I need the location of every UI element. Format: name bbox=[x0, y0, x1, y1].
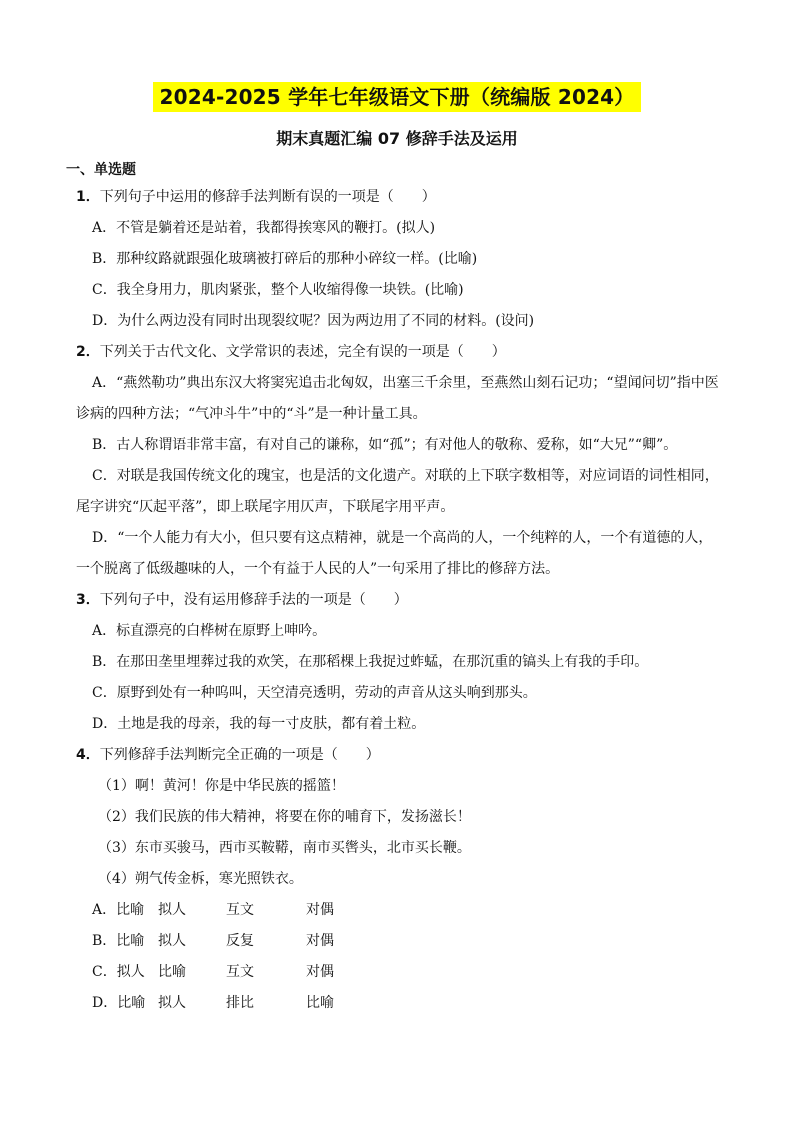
question-1-option-d: D．为什么两边没有同时出现裂纹呢？因为两边用了不同的材料。(设问) bbox=[92, 313, 535, 329]
question-3-option-a: A．标直漂亮的白桦树在原野上呻吟。 bbox=[92, 623, 327, 639]
choice-cell: 比喻 bbox=[306, 995, 334, 1011]
question-text: 下列关于古代文化、文学常识的表述，完全有误的一项是（ ） bbox=[99, 344, 506, 360]
section-heading: 一、单选题 bbox=[66, 162, 136, 178]
question-3-stem bbox=[76, 585, 724, 616]
question-number: 3． bbox=[76, 592, 100, 608]
question-number: 4． bbox=[76, 747, 100, 763]
document-title: 2024-2025 学年七年级语文下册（统编版 2024） bbox=[153, 82, 640, 112]
choice-cell: 拟人 bbox=[158, 902, 186, 918]
choice-cell: C．拟人 bbox=[92, 964, 145, 980]
question-text: 下列句子中运用的修辞手法判断有误的一项是（ ） bbox=[99, 189, 436, 205]
question-1-option-b: B．那种纹路就跟强化玻璃被打碎后的那种小碎纹一样。(比喻) bbox=[92, 251, 478, 267]
content bbox=[66, 158, 724, 1019]
question-3-option-c: C．原野到处有一种呜叫，天空清亮透明，劳动的声音从这头响到那头。 bbox=[92, 685, 537, 701]
question-4-option-d bbox=[76, 988, 724, 1019]
document-subtitle: 期末真题汇编 07 修辞手法及运用 bbox=[276, 129, 518, 148]
question-4-option-c bbox=[76, 957, 724, 988]
choice-cell: 拟人 bbox=[158, 933, 186, 949]
question-4-item-4: （4）朔气传金柝，寒光照铁衣。 bbox=[98, 871, 303, 887]
choice-cell: B．比喻 bbox=[92, 933, 145, 949]
question-text: 下列修辞手法判断完全正确的一项是（ ） bbox=[99, 747, 380, 763]
question-1-option-a: A．不管是躺着还是站着，我都得挨寒风的鞭打。(拟人) bbox=[92, 220, 436, 236]
choice-cell: 互文 bbox=[226, 902, 254, 918]
question-1-stem bbox=[76, 182, 724, 213]
question-2-stem bbox=[76, 337, 724, 368]
question-number: 1． bbox=[76, 189, 100, 205]
question-3-option-d: D．土地是我的母亲，我的每一寸皮肤，都有着土粒。 bbox=[92, 716, 426, 732]
question-4-item-2: （2）我们民族的伟大精神，将要在你的哺育下，发扬滋长！ bbox=[98, 809, 471, 825]
question-4-option-b bbox=[76, 926, 724, 957]
choice-cell: A．比喻 bbox=[92, 902, 145, 918]
choice-cell: 拟人 bbox=[158, 995, 186, 1011]
question-2-option-d: D．“一个人能力有大小，但只要有这点精神，就是一个高尚的人，一个纯粹的人，一个有道德的人，一个脱离了低级趣味的人，一个有益于人民的人”一句采用了排比的修辞方法。 bbox=[76, 530, 713, 577]
choice-cell: 互文 bbox=[226, 964, 254, 980]
choice-cell: 比喻 bbox=[158, 964, 186, 980]
choice-cell: 排比 bbox=[226, 995, 254, 1011]
question-1-option-c: C．我全身用力，肌肉紧张，整个人收缩得像一块铁。(比喻) bbox=[92, 282, 464, 298]
question-2-option-c: C．对联是我国传统文化的瑰宝，也是活的文化遗产。对联的上下联字数相等，对应词语的词性相同，尾字讲究“仄起平落”，即上联尾字用仄声，下联尾字用平声。 bbox=[76, 468, 719, 515]
choice-cell: 对偶 bbox=[306, 964, 334, 980]
question-text: 下列句子中，没有运用修辞手法的一项是（ ） bbox=[99, 592, 408, 608]
question-2-option-a: A．“燕然勒功”典出东汉大将窦宪追击北匈奴，出塞三千余里，至燕然山刻石记功；“望闻问切”指中医诊病的四种方法；“气冲斗牛”中的“斗”是一种计量工具。 bbox=[76, 375, 719, 422]
question-4-item-1: （1）啊！黄河！你是中华民族的摇篮！ bbox=[98, 778, 345, 794]
question-2-option-b: B．古人称谓语非常丰富，有对自己的谦称，如“孤”；有对他人的敬称、爱称，如“大兄”“卿”。 bbox=[92, 437, 678, 453]
question-number: 2． bbox=[76, 344, 100, 360]
question-4-item-3: （3）东市买骏马，西市买鞍鞯，南市买辔头，北市买长鞭。 bbox=[98, 840, 471, 856]
title-wrap bbox=[0, 82, 794, 112]
question-4-option-a bbox=[76, 895, 724, 926]
choice-cell: 反复 bbox=[226, 933, 254, 949]
choice-cell: D．比喻 bbox=[92, 995, 146, 1011]
choice-cell: 对偶 bbox=[306, 902, 334, 918]
choice-cell: 对偶 bbox=[306, 933, 334, 949]
question-4-stem bbox=[76, 740, 724, 771]
question-3-option-b: B．在那田垄里埋葬过我的欢笑，在那稻棵上我捉过蚱蜢，在那沉重的镐头上有我的手印。 bbox=[92, 654, 649, 670]
